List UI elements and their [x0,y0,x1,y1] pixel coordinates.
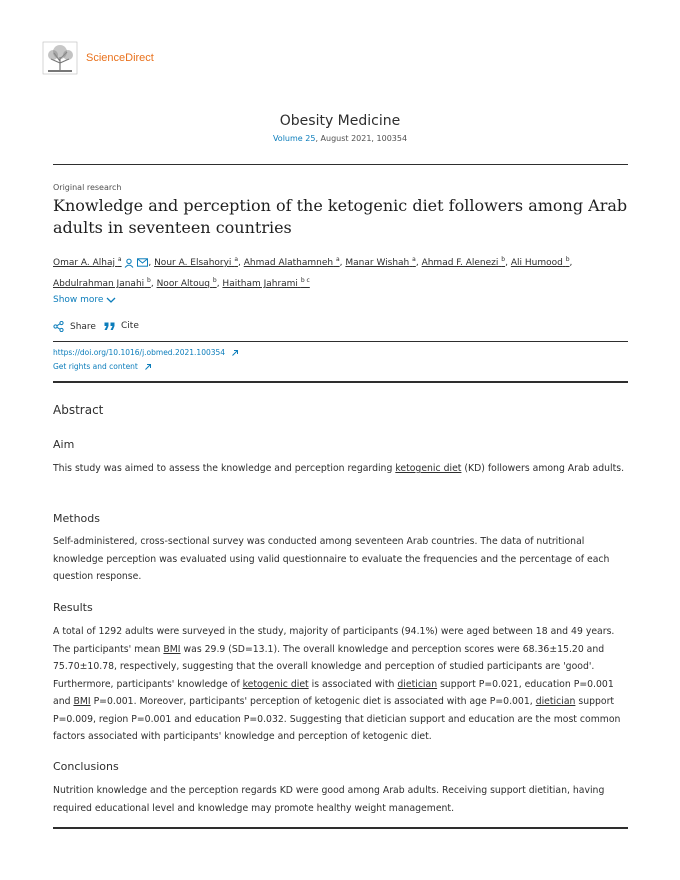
share-label: Share [70,321,96,332]
author-link[interactable]: Manar Wishah $^a$ [345,256,416,268]
divider [53,827,628,829]
volume-details: , August 2021, 100354 [315,134,408,143]
share-icon [53,321,64,332]
rights-text: Get rights and content [53,362,138,371]
methods-text: Self-administered, cross-sectional survey was conducted among seventeen Arab countries. The data of nutritional knowledge perception was evaluated using valid questionnaire to evaluate the frequencies and the percentage of each question response. [53,536,610,582]
aim-text: This study was aimed to assess the knowledge and perception regarding ketogenic diet (KD) followers among Arab adults. [53,463,625,474]
author-link[interactable]: Nour A. Elsahoryi $^a$ [154,256,238,268]
bmi-link[interactable]: BMI [163,643,181,655]
article-title: Knowledge and perception of the ketogenic diet followers among Arab adults in seventeen countries [53,196,628,237]
author-link[interactable]: Ahmad F. Alenezi $^b$ [421,256,506,268]
article-type: Original research [53,183,122,192]
rights-link[interactable] [53,362,152,371]
bmi-link[interactable]: BMI [73,696,91,707]
journal-title[interactable]: Obesity Medicine [279,113,401,129]
sciencedirect-logo[interactable] [42,41,182,75]
elsevier-tree-icon [42,41,78,75]
show-more-label: Show more [53,295,104,305]
external-link-icon [231,349,239,357]
doi-text: https://doi.org/10.1016/j.obmed.2021.100354 [53,348,226,357]
cite-label: Cite [121,321,139,331]
ketogenic-diet-link[interactable]: ketogenic diet [395,463,462,474]
quote-icon [104,322,115,331]
conclusions-text: Nutrition knowledge and the perception regards KD were good among Arab adults. Receiving support dietitian, having required educational level and knowledge may promote healthy weight management. [53,785,605,814]
divider [53,341,628,342]
author-link[interactable]: Noor Altouq $^b$ [156,277,217,289]
author-link[interactable]: Haitham Jahrami $^{b c}$ [222,277,310,289]
email-icon[interactable] [137,258,148,267]
author-link[interactable]: Omar A. Alhaj $^a$ [53,256,122,268]
volume-info [0,134,680,143]
results-text: A total of 1292 adults were surveyed in the study, majority of participants (94.1%) were aged between 18 and 49 years. The participants' mean BMI was 29.9 (SD=13.1). The overall knowledge and perception scores were 68.36±15.20 and 75.70±10.78, respectively, suggesting that the overall knowledge and perception of studied participants are 'good'. Furthermore, participants' knowledge of ketogenic diet is associated with dietician support P=0.021, education P=0.001 and BMI P=0.001. Moreover, participants' perception of ketogenic diet is associated with age P=0.001, dietician support P=0.009, region P=0.001 and education P=0.032. Suggesting that dietician support and education are the most common factors associated with participants' knowledge and perception of ketogenic diet. [53,626,621,742]
dietician-link[interactable]: dietician [397,678,438,690]
divider [53,164,628,165]
external-link-icon [144,363,152,371]
chevron-down-icon [106,296,116,304]
ketogenic-diet-link[interactable]: ketogenic diet [242,678,309,690]
author-link[interactable]: Ali Humood $^b$ [510,256,570,268]
show-more-button[interactable] [53,295,116,305]
results-heading: Results [53,601,93,614]
share-button[interactable] [53,321,96,332]
conclusions-heading: Conclusions [53,760,119,773]
abstract-heading: Abstract [53,403,104,417]
author-list: Omar A. Alhaj $^a$ , Nour A. Elsahoryi $^a$, Ahmad Alathamneh $^a$, Manar Wishah $^a$, Ahmad F. Alenezi $^b$, Ali Humood $^b$, Abdulrahman Janahi $^b$, Noor Altouq $^b$, Haitham Jahrami $^{b c}$ [53,256,573,289]
brand-name: ScienceDirect [86,52,154,64]
author-link[interactable]: Abdulrahman Janahi $^b$ [53,277,151,289]
divider [53,381,628,383]
volume-link[interactable]: Volume 25 [272,134,316,143]
doi-link[interactable] [53,348,239,357]
person-icon[interactable] [124,258,134,268]
author-link[interactable]: Ahmad Alathamneh $^a$ [243,256,340,268]
methods-heading: Methods [53,512,100,525]
aim-heading: Aim [53,438,75,451]
cite-button[interactable] [104,321,139,331]
dietician-link[interactable]: dietician [535,696,576,707]
